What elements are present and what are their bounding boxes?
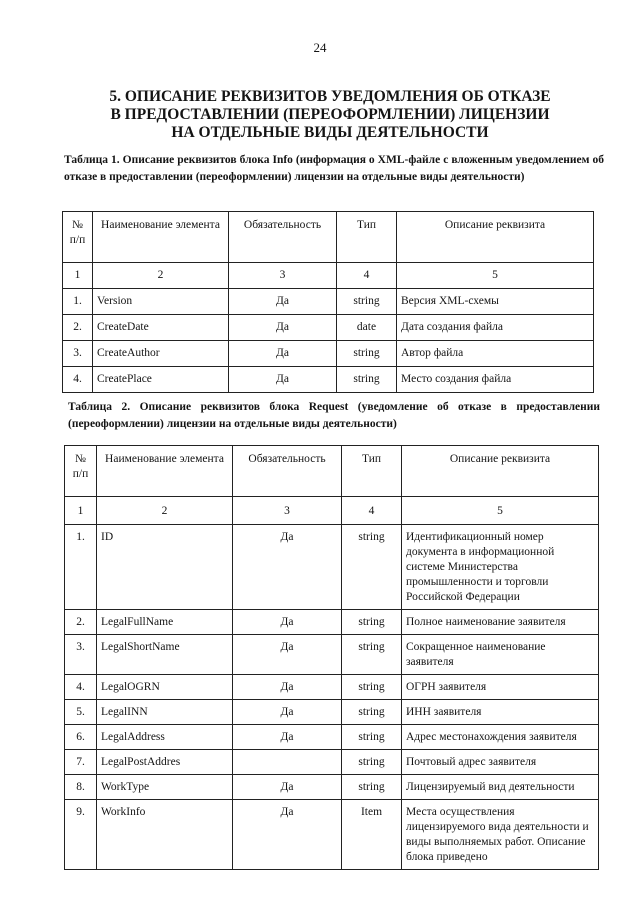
required-cell: Да bbox=[233, 610, 342, 635]
type-cell: string bbox=[342, 725, 402, 750]
column-index-cell: 3 bbox=[229, 263, 337, 289]
description-cell: Адрес местонахождения заявителя bbox=[402, 725, 599, 750]
required-cell: Да bbox=[233, 635, 342, 675]
description-cell: Автор файла bbox=[397, 341, 594, 367]
required-cell: Да bbox=[229, 367, 337, 393]
table2-caption: Таблица 2. Описание реквизитов блока Request (уведомление об отказе в предоставлении (переоформлении) лицензии на отдельные виды деятельности) bbox=[68, 401, 600, 430]
header-required: Обязательность bbox=[233, 446, 342, 497]
column-index-cell: 4 bbox=[337, 263, 397, 289]
header-element-name: Наименование элемента bbox=[93, 212, 229, 263]
description-cell: ИНН заявителя bbox=[402, 700, 599, 725]
table-row bbox=[63, 341, 594, 367]
element-name-cell: LegalAddress bbox=[97, 725, 233, 750]
header-element-name: Наименование элемента bbox=[97, 446, 233, 497]
row-number-cell: 1. bbox=[63, 289, 93, 315]
header-description: Описание реквизита bbox=[402, 446, 599, 497]
required-cell: Да bbox=[233, 675, 342, 700]
row-number-cell: 3. bbox=[63, 341, 93, 367]
required-cell: Да bbox=[233, 775, 342, 800]
type-cell: string bbox=[342, 700, 402, 725]
type-cell: string bbox=[337, 367, 397, 393]
info-block-table bbox=[62, 211, 594, 393]
header-description: Описание реквизита bbox=[397, 212, 594, 263]
table-body bbox=[63, 263, 594, 393]
column-index-cell: 4 bbox=[342, 497, 402, 525]
table-row bbox=[65, 775, 599, 800]
table-row bbox=[63, 367, 594, 393]
description-cell: ОГРН заявителя bbox=[402, 675, 599, 700]
description-cell: Дата создания файла bbox=[397, 315, 594, 341]
table-row bbox=[65, 800, 599, 870]
column-index-cell: 2 bbox=[97, 497, 233, 525]
element-name-cell: LegalShortName bbox=[97, 635, 233, 675]
description-cell: Полное наименование заявителя bbox=[402, 610, 599, 635]
row-number-cell: 6. bbox=[65, 725, 97, 750]
element-name-cell: CreatePlace bbox=[93, 367, 229, 393]
header-type: Тип bbox=[337, 212, 397, 263]
table-body bbox=[65, 497, 599, 870]
table-row bbox=[63, 289, 594, 315]
table-row bbox=[65, 700, 599, 725]
column-index-cell: 1 bbox=[65, 497, 97, 525]
row-number-cell: 7. bbox=[65, 750, 97, 775]
column-index-cell: 2 bbox=[93, 263, 229, 289]
column-index-row bbox=[63, 263, 594, 289]
description-cell: Места осуществления лицензируемого вида деятельности и виды выполняемых работ. Описание блока приведено bbox=[402, 800, 599, 870]
element-name-cell: LegalOGRN bbox=[97, 675, 233, 700]
element-name-cell: ID bbox=[97, 525, 233, 610]
required-cell: Да bbox=[233, 700, 342, 725]
table-row bbox=[65, 675, 599, 700]
table-row bbox=[65, 610, 599, 635]
required-cell: Да bbox=[229, 289, 337, 315]
description-cell: Версия XML-схемы bbox=[397, 289, 594, 315]
type-cell: string bbox=[342, 775, 402, 800]
column-index-cell: 1 bbox=[63, 263, 93, 289]
column-index-cell: 5 bbox=[402, 497, 599, 525]
element-name-cell: Version bbox=[93, 289, 229, 315]
column-index-cell: 3 bbox=[233, 497, 342, 525]
type-cell: string bbox=[337, 289, 397, 315]
request-block-table bbox=[64, 445, 599, 870]
required-cell: Да bbox=[233, 800, 342, 870]
section-heading bbox=[60, 88, 600, 142]
type-cell: string bbox=[342, 635, 402, 675]
column-index-cell: 5 bbox=[397, 263, 594, 289]
row-number-cell: 2. bbox=[65, 610, 97, 635]
description-cell: Сокращенное наименование заявителя bbox=[402, 635, 599, 675]
required-cell bbox=[233, 750, 342, 775]
required-cell: Да bbox=[233, 525, 342, 610]
row-number-cell: 8. bbox=[65, 775, 97, 800]
element-name-cell: CreateDate bbox=[93, 315, 229, 341]
row-number-cell: 9. bbox=[65, 800, 97, 870]
row-number-cell: 3. bbox=[65, 635, 97, 675]
description-cell: Место создания файла bbox=[397, 367, 594, 393]
row-number-cell: 4. bbox=[65, 675, 97, 700]
header-number: № п/п bbox=[65, 446, 97, 497]
table-row bbox=[65, 750, 599, 775]
heading-line: В ПРЕДОСТАВЛЕНИИ (ПЕРЕОФОРМЛЕНИИ) ЛИЦЕНЗИИ bbox=[110, 106, 550, 123]
type-cell: string bbox=[342, 610, 402, 635]
heading-line: НА ОТДЕЛЬНЫЕ ВИДЫ ДЕЯТЕЛЬНОСТИ bbox=[171, 124, 489, 141]
element-name-cell: LegalINN bbox=[97, 700, 233, 725]
header-required: Обязательность bbox=[229, 212, 337, 263]
row-number-cell: 1. bbox=[65, 525, 97, 610]
table-header-row bbox=[63, 212, 594, 263]
row-number-cell: 2. bbox=[63, 315, 93, 341]
column-index-row bbox=[65, 497, 599, 525]
header-number: № п/п bbox=[63, 212, 93, 263]
table-row bbox=[65, 525, 599, 610]
type-cell: string bbox=[342, 675, 402, 700]
type-cell: string bbox=[342, 750, 402, 775]
element-name-cell: LegalFullName bbox=[97, 610, 233, 635]
type-cell: Item bbox=[342, 800, 402, 870]
description-cell: Почтовый адрес заявителя bbox=[402, 750, 599, 775]
description-cell: Лицензируемый вид деятельности bbox=[402, 775, 599, 800]
required-cell: Да bbox=[229, 341, 337, 367]
element-name-cell: LegalPostAddres bbox=[97, 750, 233, 775]
type-cell: string bbox=[337, 341, 397, 367]
row-number-cell: 4. bbox=[63, 367, 93, 393]
table-header-row bbox=[65, 446, 599, 497]
table-row bbox=[63, 315, 594, 341]
element-name-cell: WorkInfo bbox=[97, 800, 233, 870]
element-name-cell: CreateAuthor bbox=[93, 341, 229, 367]
type-cell: date bbox=[337, 315, 397, 341]
table-row bbox=[65, 725, 599, 750]
required-cell: Да bbox=[229, 315, 337, 341]
table-row bbox=[65, 635, 599, 675]
page-number: 24 bbox=[313, 40, 327, 55]
row-number-cell: 5. bbox=[65, 700, 97, 725]
description-cell: Идентификационный номер документа в информационной системе Министерства промышленности и торговли Российской Федерации bbox=[402, 525, 599, 610]
type-cell: string bbox=[342, 525, 402, 610]
header-type: Тип bbox=[342, 446, 402, 497]
table1-caption: Таблица 1. Описание реквизитов блока Info (информация о XML-файле с вложенным уведомлением об отказе в предоставлении (переоформлении) лицензии на отдельные виды деятельности) bbox=[64, 154, 604, 183]
element-name-cell: WorkType bbox=[97, 775, 233, 800]
heading-line: 5. ОПИСАНИЕ РЕКВИЗИТОВ УВЕДОМЛЕНИЯ ОБ ОТКАЗЕ bbox=[109, 88, 551, 105]
required-cell: Да bbox=[233, 725, 342, 750]
